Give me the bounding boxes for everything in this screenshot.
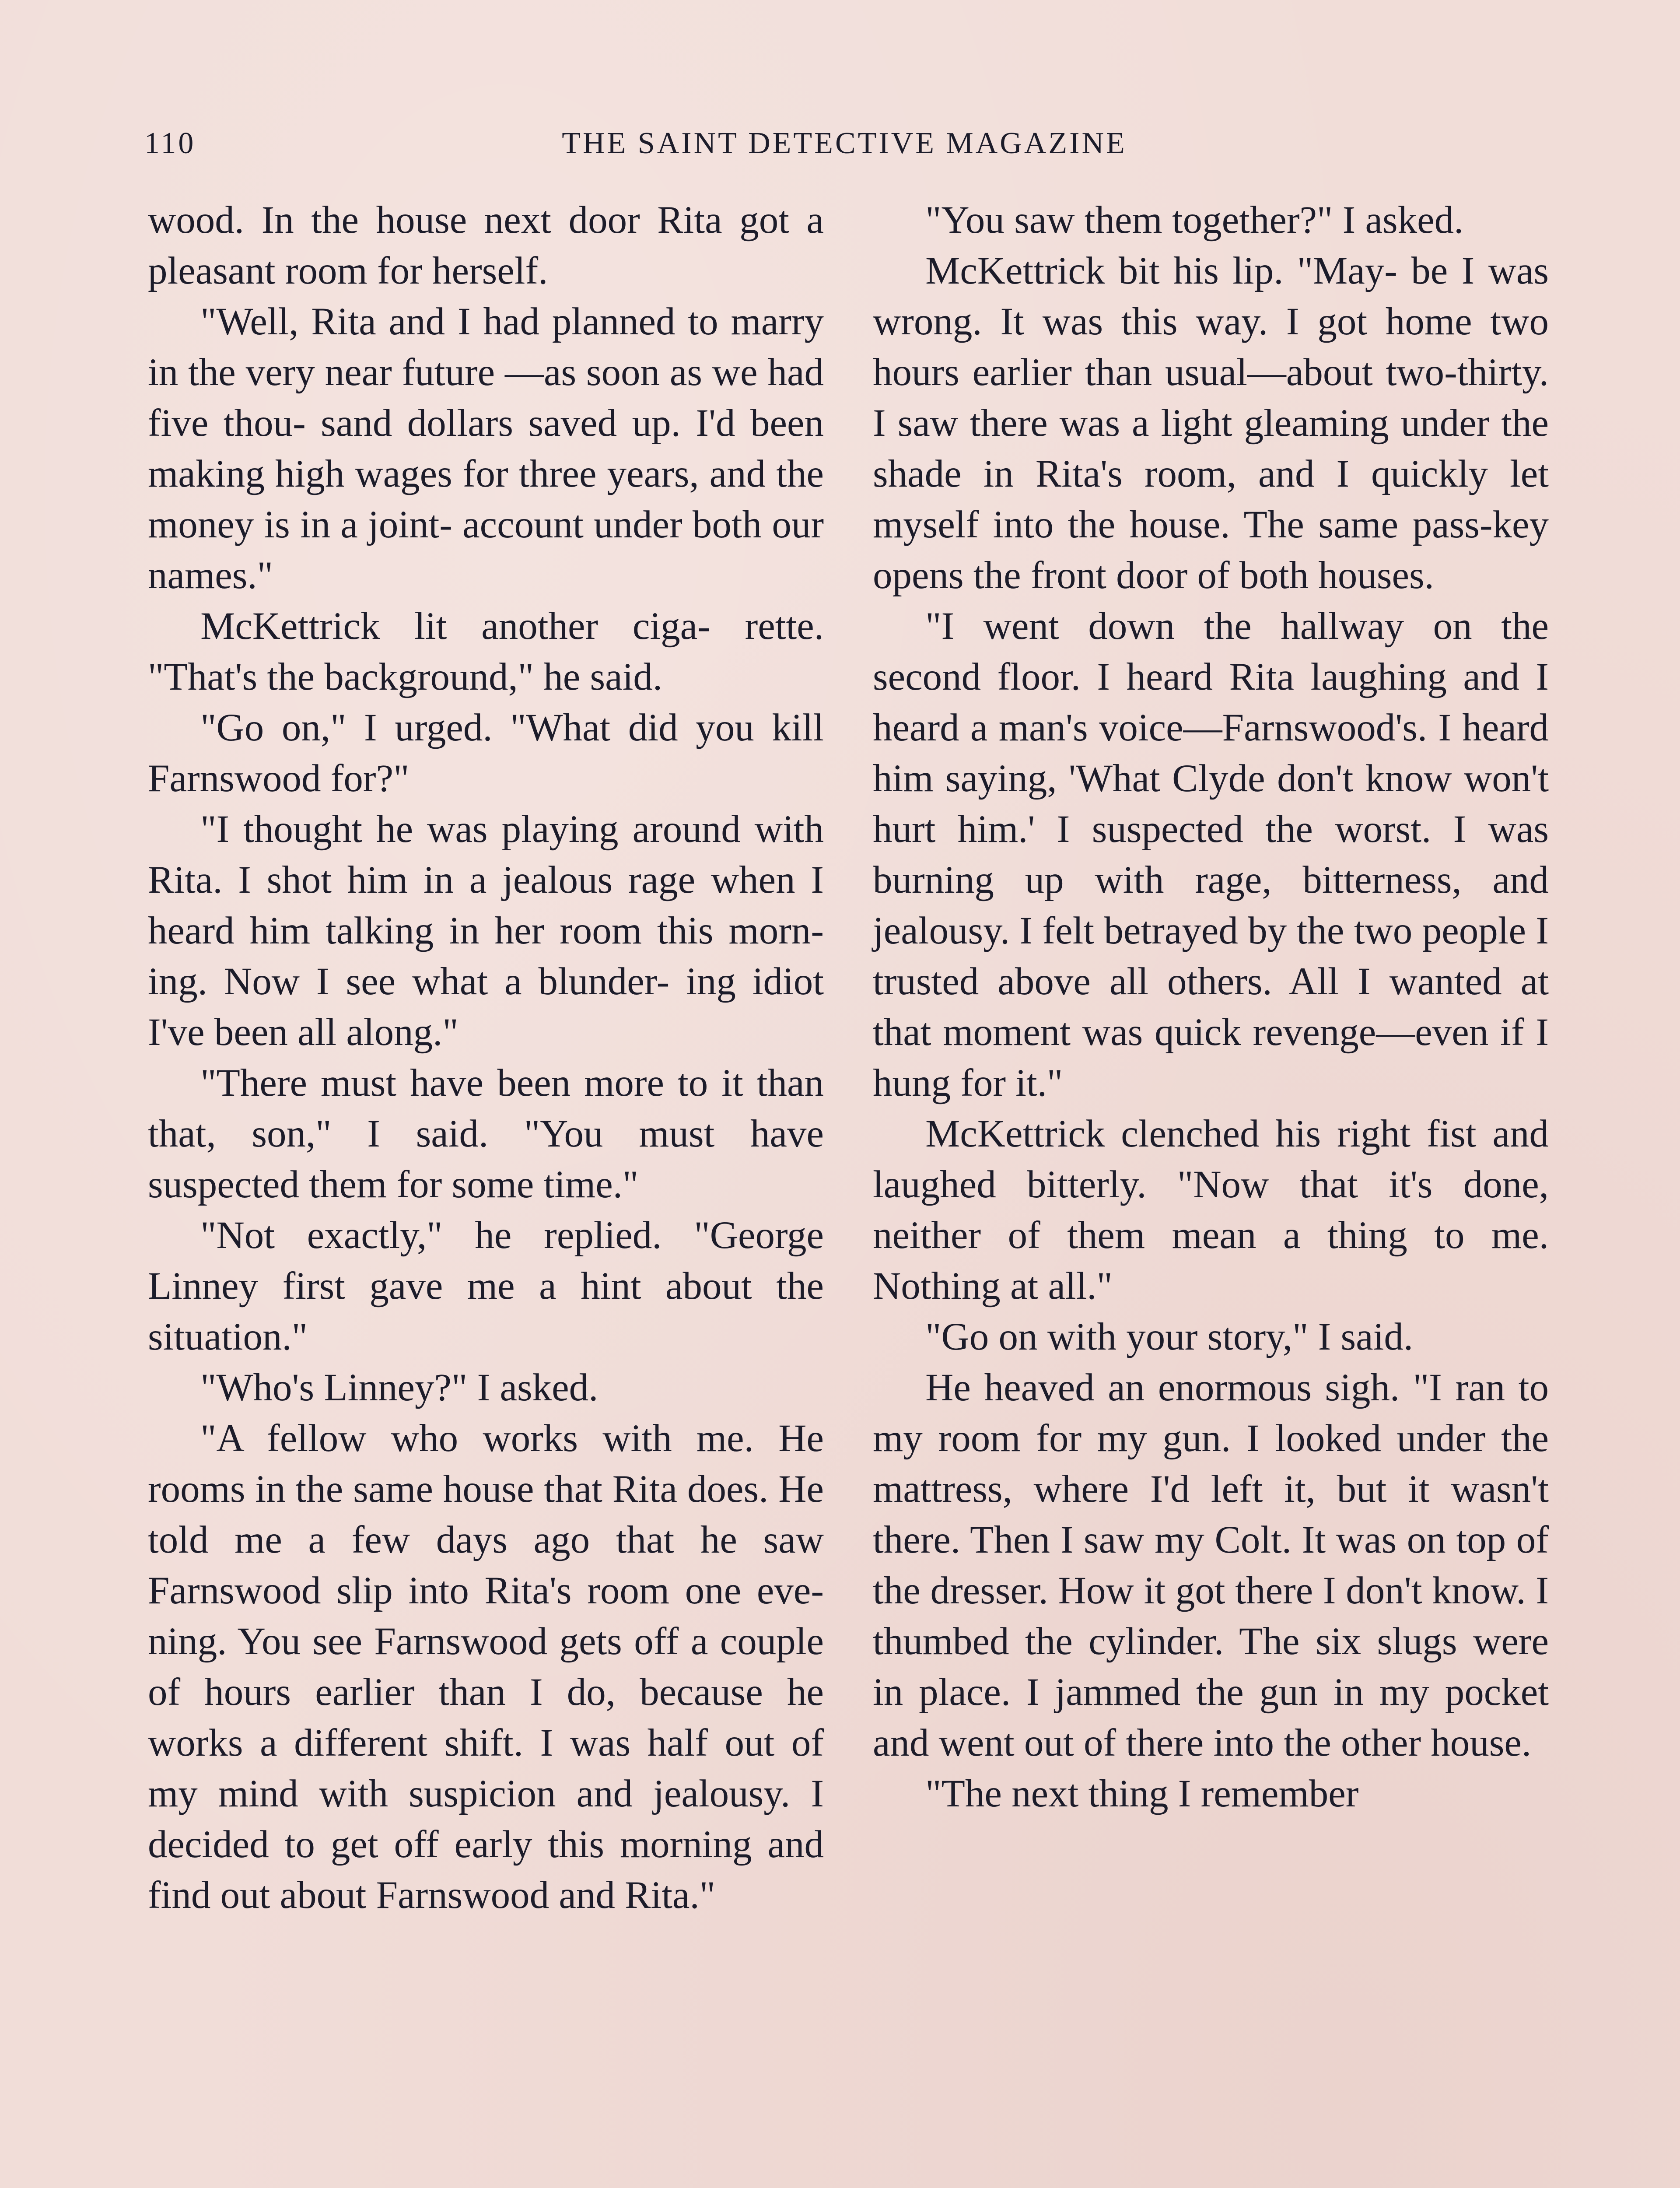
paragraph: McKettrick lit another ciga- rette. "That's the background," he said. (148, 605, 824, 698)
paragraph: "Who's Linney?" I asked. (200, 1366, 598, 1409)
running-title: THE SAINT DETECTIVE MAGAZINE (562, 126, 1127, 160)
paragraph: "A fellow who works with me. He rooms in the same house that Rita does. He told me a few days ago that he saw Farnswood slip into Rita's room one eve- ning. You see Farnswood gets off a couple of hours earlier than I do, because he works a different shift. I was half out of my mind with suspicion and jealousy. I decided to get off early this morning and find out about Farnswood and Rita." (148, 1417, 824, 1917)
right-column (873, 195, 1549, 1819)
paragraph: McKettrick bit his lip. "May- be I was wrong. It was this way. I got home two hours earlier than usual—about two-thirty. I saw there was a light gleaming under the shade in Rita's room, and I quickly let myself into the house. The same pass-key opens the front door of both houses. (873, 249, 1549, 597)
left-column (148, 195, 824, 1921)
paragraph: "Go on," I urged. "What did you kill Farnswood for?" (148, 706, 824, 800)
paragraph: "I thought he was playing around with Rita. I shot him in a jealous rage when I heard him talking in her room this morn- ing. Now I see what a blunder- ing idiot I've been all along." (148, 808, 824, 1054)
paragraph: "Go on with your story," I said. (925, 1315, 1414, 1358)
paragraph: McKettrick clenched his right fist and laughed bitterly. "Now that it's done, neither of them mean a thing to me. Nothing at all." (873, 1112, 1549, 1308)
paragraph: "There must have been more to it than that, son," I said. "You must have suspected them for some time." (148, 1062, 824, 1206)
paragraph: He heaved an enormous sigh. "I ran to my room for my gun. I looked under the mattress, where I'd left it, but it wasn't there. Then I saw my Colt. It was on top of the dresser. How it got there I don't know. I thumbed the cylinder. The six slugs were in place. I jammed the gun in my pocket and went out of there into the other house. (873, 1366, 1549, 1764)
page-header (144, 126, 1544, 174)
paragraph: "I went down the hallway on the second floor. I heard Rita laughing and I heard a man's voice—Farnswood's. I heard him saying, 'What Clyde don't know won't hurt him.' I suspected the worst. I was burning up with rage, bitterness, and jealousy. I felt betrayed by the two people I trusted above all others. All I wanted at that moment was quick revenge—even if I hung for it." (873, 605, 1549, 1105)
page-number: 110 (144, 126, 196, 160)
paragraph: "Well, Rita and I had planned to marry in the very near future —as soon as we had five thou- sand dollars saved up. I'd been making high wages for three years, and the money is in a joint- account under both our names." (148, 300, 824, 597)
paragraph: "You saw them together?" I asked. (925, 199, 1464, 242)
paragraph: "Not exactly," he replied. "George Linney first gave me a hint about the situation." (148, 1214, 824, 1358)
paragraph: "The next thing I remember (925, 1772, 1359, 1815)
paragraph: wood. In the house next door Rita got a pleasant room for herself. (148, 199, 824, 292)
